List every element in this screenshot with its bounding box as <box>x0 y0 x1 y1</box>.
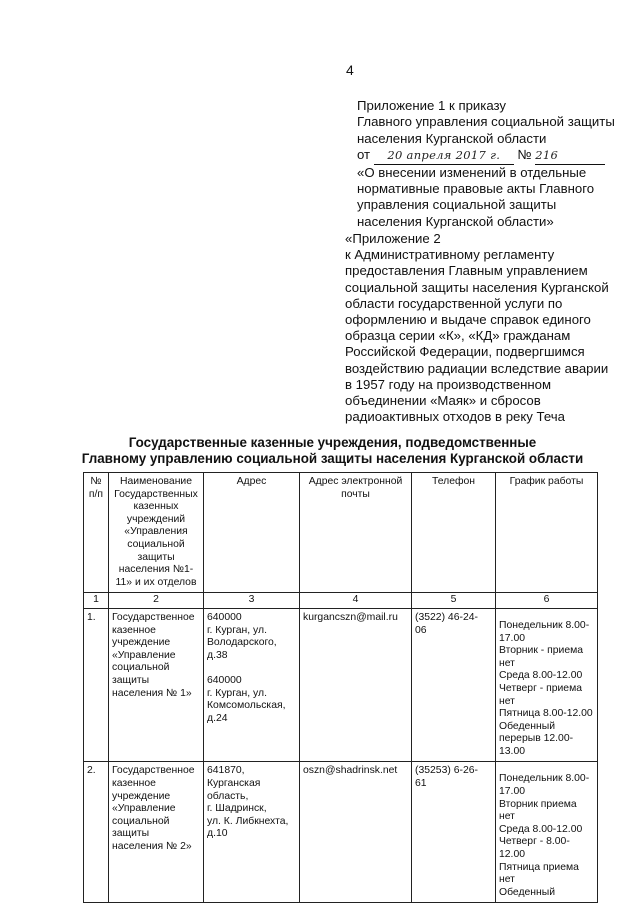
appendix-2-line: предоставления Главным управлением <box>345 263 588 279</box>
heading-line-1: Государственные казенные учреждения, подведомственные <box>128 435 537 450</box>
institution-name: Государственное казенное учреждение «Управление социальной защиты населения № 2» <box>109 762 204 903</box>
institution-address: 640000 г. Курган, ул. Володарского, д.38 640000 г. Курган, ул. Комсомольская, д.24 <box>204 608 300 762</box>
institution-phone: (35253) 6-26- 61 <box>412 762 496 903</box>
table-heading <box>60 435 605 467</box>
institutions-table <box>83 472 598 903</box>
appendix-1-line: Главного управления социальной защиты <box>357 114 615 130</box>
appendix-2-block <box>345 231 635 425</box>
institution-name: Государственное казенное учреждение «Управление социальной защиты населения № 1» <box>109 608 204 762</box>
col-header-schedule: График работы <box>496 473 598 593</box>
col-number: 6 <box>496 593 598 609</box>
appendix-2-line: области государственной услуги по <box>345 295 563 311</box>
column-number-row <box>84 593 598 609</box>
appendix-2-line: радиоактивных отходов в реку Теча <box>345 409 565 425</box>
appendix-1-line: Приложение 1 к приказу <box>357 98 507 113</box>
appendix-1-line: населения Курганской области <box>357 130 547 146</box>
handwritten-number: 216 <box>535 148 559 163</box>
header-row <box>84 473 598 593</box>
table-row <box>84 608 598 762</box>
col-number: 4 <box>300 593 412 609</box>
appendix-1-block <box>357 98 627 230</box>
col-header-phone: Телефон <box>412 473 496 593</box>
appendix-2-line: социальной защиты населения Курганской <box>345 279 609 295</box>
col-header-number: № п/п <box>84 473 109 593</box>
col-header-address: Адрес <box>204 473 300 593</box>
order-title-line: управления социальной защиты <box>357 197 557 213</box>
col-number: 1 <box>84 593 109 609</box>
appendix-2-line: оформлению и выдаче справок единого <box>345 312 591 328</box>
appendix-2-line: объединении «Маяк» и сбросов <box>345 393 541 409</box>
institution-phone: (3522) 46-24- 06 <box>412 608 496 762</box>
appendix-2-line: в 1957 году на производственном <box>345 376 552 392</box>
order-title-line: «О внесении изменений в отдельные <box>357 164 587 180</box>
table-row <box>84 762 598 903</box>
appendix-2-line: воздействию радиации вследствие аварии <box>345 360 609 376</box>
row-number: 2. <box>84 762 109 903</box>
appendix-2-line: к Административному регламенту <box>345 247 555 263</box>
appendix-2-line: образца серии «К», «КД» гражданам <box>345 328 571 344</box>
heading-line-2: Главному управлению социальной защиты населения Курганской области <box>81 451 584 466</box>
institution-email: kurgancszn@mail.ru <box>300 608 412 762</box>
appendix-2-line: Российской Федерации, подвергшимся <box>345 344 585 360</box>
order-date-line <box>357 147 627 164</box>
col-number: 2 <box>109 593 204 609</box>
row-number: 1. <box>84 608 109 762</box>
col-header-email: Адрес электронной почты <box>300 473 412 593</box>
institution-schedule: Понедельник 8.00- 17.00 Вторник - приема нет Среда 8.00-12.00 Четверг - приема нет Пятница 8.00-12.00 Обеденный перерыв 12.00- 13.00 <box>496 608 598 762</box>
institution-schedule: Понедельник 8.00- 17.00 Вторник приема нет Среда 8.00-12.00 Четверг - 8.00-12.00 Пятница приема нет Обеденный <box>496 762 598 903</box>
page-number: 4 <box>346 62 354 78</box>
appendix-2-line: «Приложение 2 <box>345 231 441 246</box>
institution-email: oszn@shadrinsk.net <box>300 762 412 903</box>
col-number: 5 <box>412 593 496 609</box>
col-number: 3 <box>204 593 300 609</box>
from-label: от <box>357 147 371 163</box>
handwritten-date: 20 апреля 2017 г. <box>387 148 501 163</box>
col-header-name: Наименование Государственных казенных учреждений «Управления социальной защиты населения №1- 11» и их отделов <box>109 473 204 593</box>
number-label: № <box>517 147 532 163</box>
institution-address: 641870, Курганская область, г. Шадринск, ул. К. Либкнехта, д.10 <box>204 762 300 903</box>
order-title-line: населения Курганской области» <box>357 213 554 229</box>
order-title-line: нормативные правовые акты Главного <box>357 181 595 197</box>
